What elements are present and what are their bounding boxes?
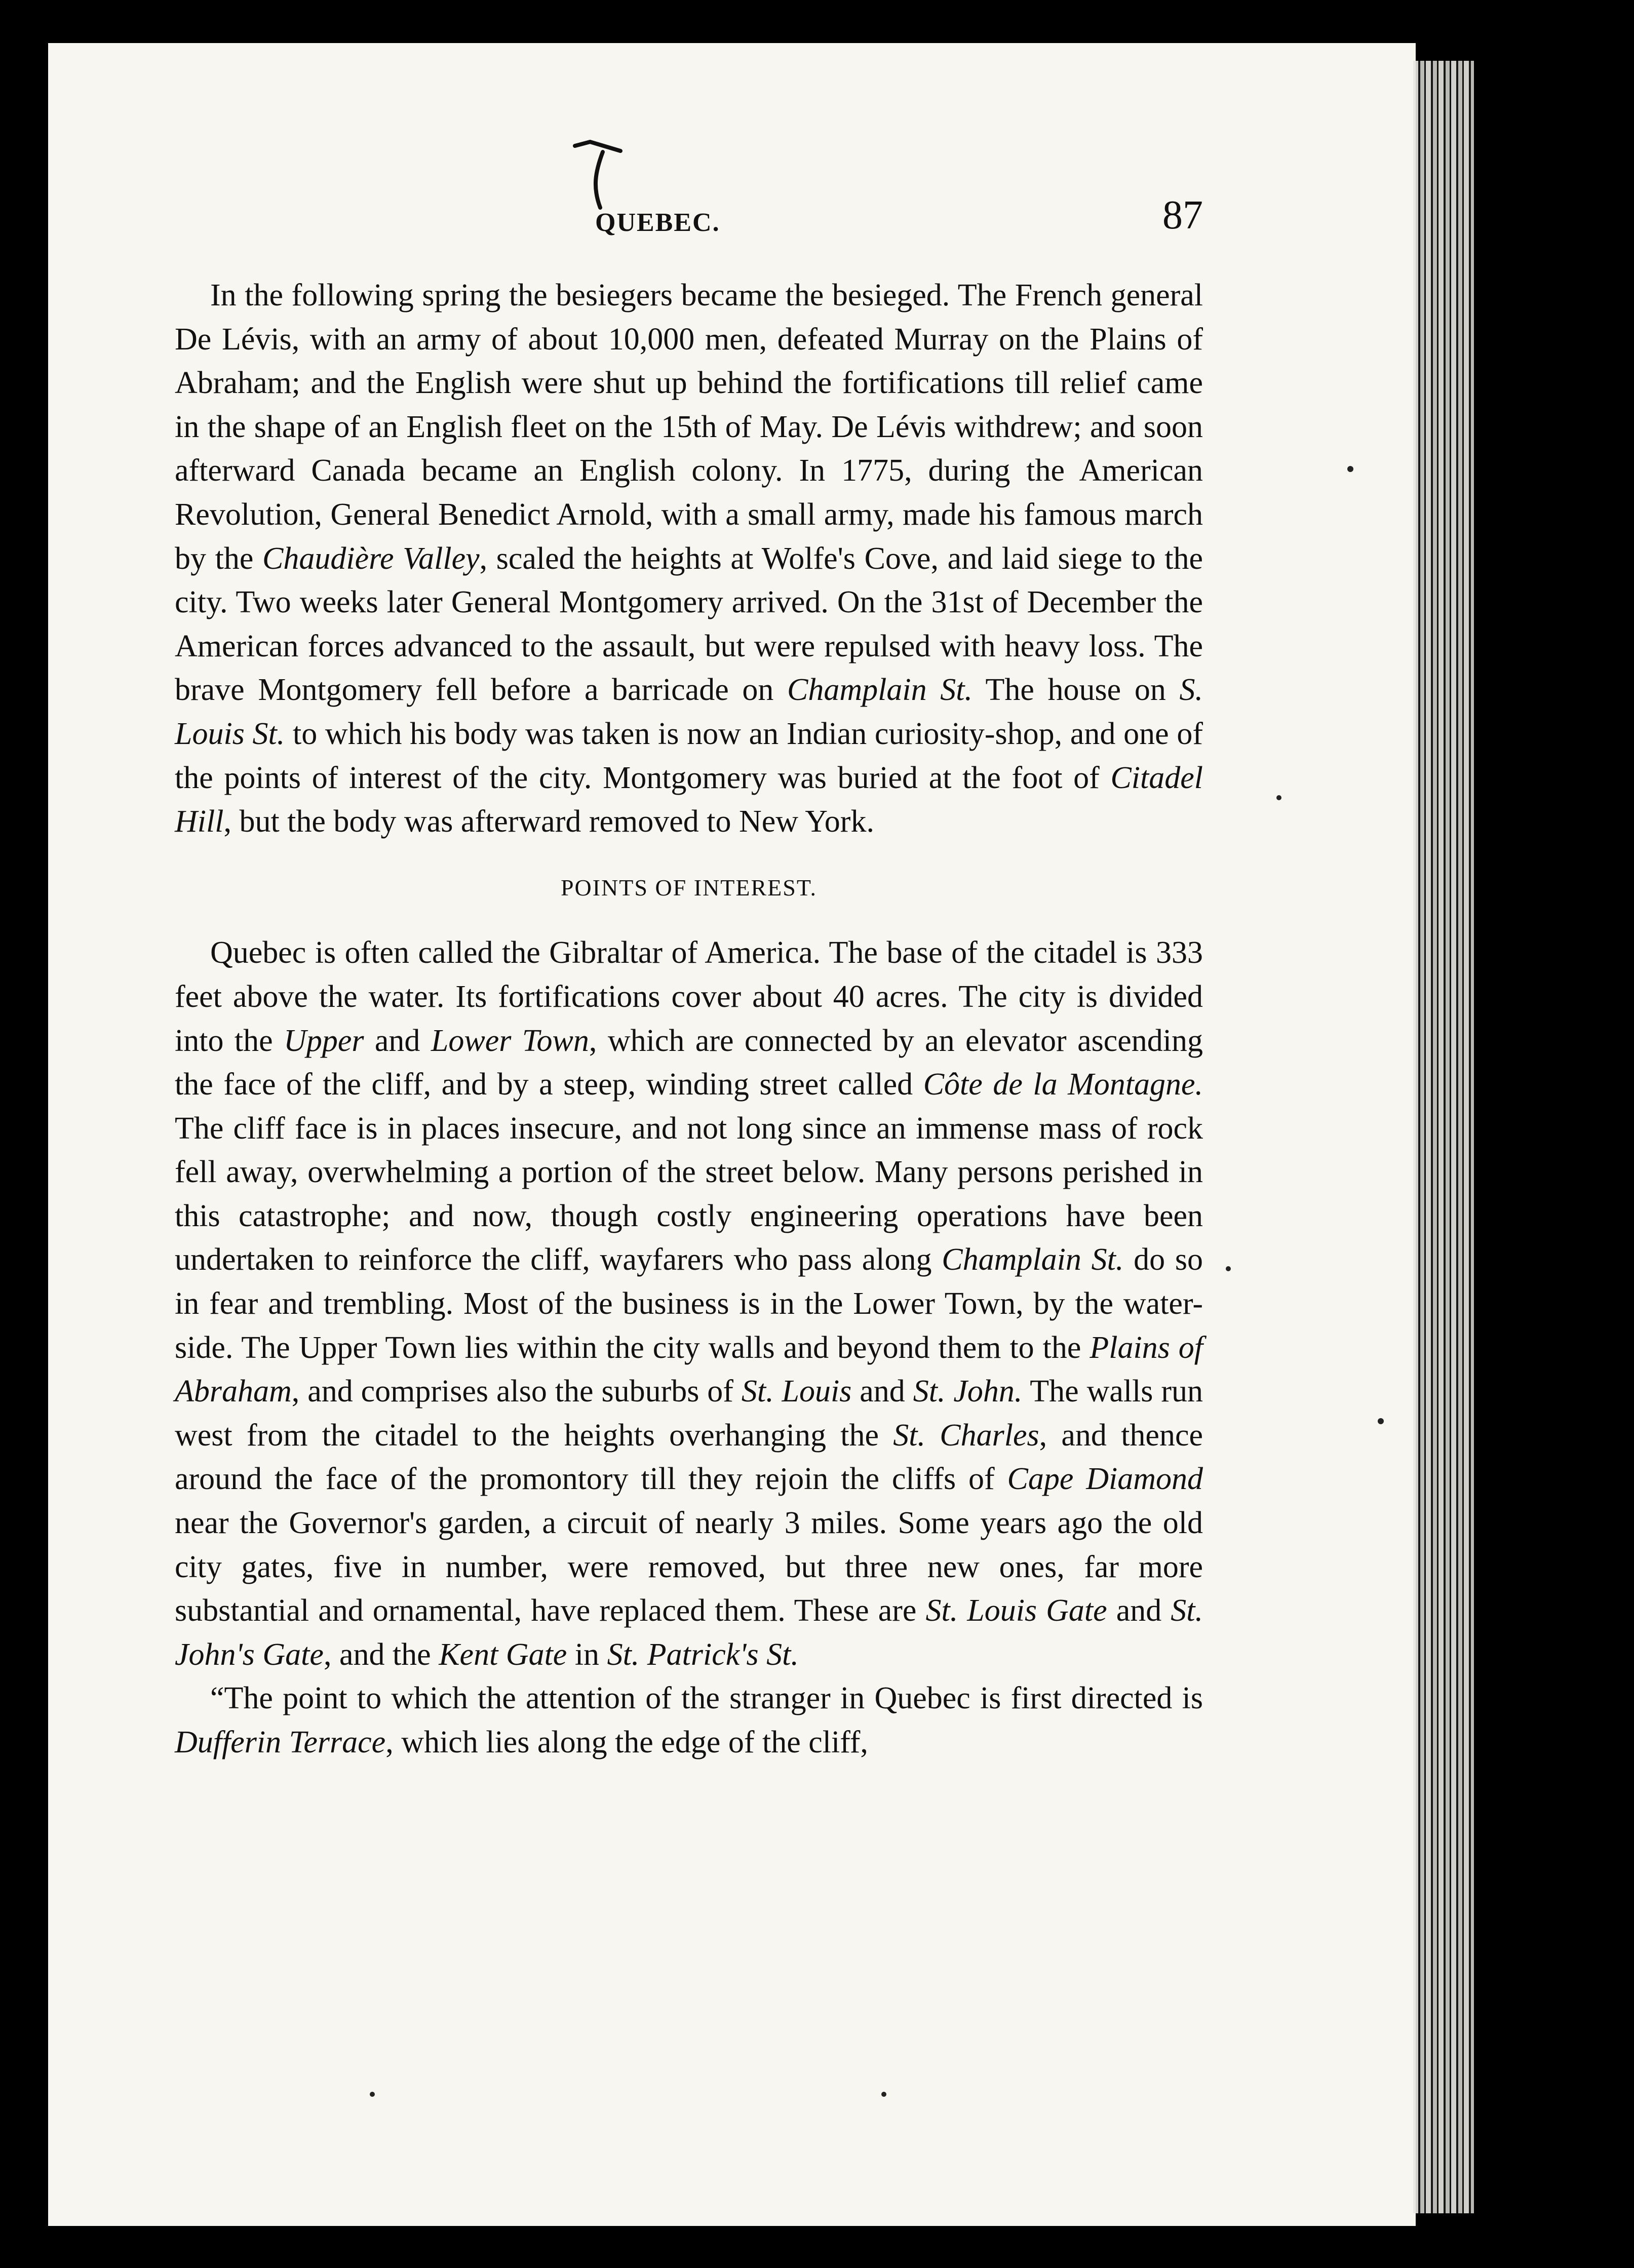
italic-run: S. Louis St. xyxy=(175,673,1203,751)
italic-run: Plains of Abraham xyxy=(175,1330,1203,1409)
italic-run: Lower Town xyxy=(431,1023,589,1058)
text-run: in xyxy=(567,1637,607,1672)
text-run: , but the body was afterward removed to New York. xyxy=(223,804,874,839)
text-run: , scaled the heights at Wolfe's Cove, and laid siege to the city. Two weeks later General Montgomery arrived. On the 31st of December the American forces advanced to the assault, but were repulsed with heavy loss. The brave Montgomery fell before a barricade on xyxy=(175,541,1203,708)
text-run: The walls run west from the citadel to the heights overhanging the xyxy=(175,1374,1203,1453)
paragraph-dufferin-terrace xyxy=(175,1676,1203,1764)
italic-run: St. John. xyxy=(913,1374,1023,1409)
italic-run: Upper xyxy=(284,1023,364,1058)
scan-speck xyxy=(1378,1418,1384,1424)
scan-speck xyxy=(1276,795,1281,800)
section-heading: POINTS OF INTEREST. xyxy=(560,874,818,901)
italic-run: Kent Gate xyxy=(439,1637,567,1672)
running-title: QUEBEC. xyxy=(595,208,720,237)
italic-run: St. Patrick's St. xyxy=(607,1637,799,1672)
text-run: , which lies along the edge of the cliff, xyxy=(385,1725,868,1759)
page-body xyxy=(175,273,1203,1765)
italic-run: Champlain St. xyxy=(942,1242,1124,1277)
page-number: 87 xyxy=(1162,193,1203,238)
text-run: , and comprises also the suburbs of xyxy=(291,1374,742,1409)
text-run: The cliff face is in places insecure, and not long since an immense mass of rock fell away, overwhelming a portion of the street below. Many persons perished in this catastrophe; and now, though costly engineering operations have been undertaken to reinforce the cliff, wayfarers who pass along xyxy=(175,1111,1203,1277)
italic-run: Chaudière Valley xyxy=(262,541,480,576)
text-run: The house on xyxy=(972,673,1180,708)
text-run: and xyxy=(1107,1593,1171,1628)
italic-run: Champlain St. xyxy=(787,673,972,708)
scan-speck xyxy=(881,2092,886,2097)
text-run: near the Governor's garden, a circuit of nearly 3 miles. Some years ago the old city gates, five in number, were removed, but three new ones, far more substantial and ornamental, have replaced them. These are xyxy=(175,1506,1203,1628)
text-run: , and thence around the face of the promontory till they rejoin the cliffs of xyxy=(175,1418,1203,1497)
text-run: do so in fear and trembling. Most of the business is in the Lower Town, by the water-side. The Upper Town lies within the city walls and beyond them to the xyxy=(175,1242,1203,1365)
paragraph-history xyxy=(175,273,1203,844)
scan-speck xyxy=(370,2092,375,2097)
italic-run: Côte de la Montagne. xyxy=(923,1067,1203,1102)
text-run: and xyxy=(364,1023,431,1058)
text-run: , which are connected by an elevator ascending the face of the cliff, and by a steep, winding street called xyxy=(175,1023,1203,1102)
text-run: , and the xyxy=(323,1637,439,1672)
scan-speck xyxy=(1347,466,1353,472)
scan-speck xyxy=(1226,1266,1231,1271)
paragraph-points-of-interest xyxy=(175,931,1203,1676)
text-run: Quebec is often called the Gibraltar of America. The base of the citadel is 333 feet above the water. Its fortifications cover about 40 acres. The city is divided into the xyxy=(175,935,1203,1058)
italic-run: Dufferin Terrace xyxy=(175,1725,386,1759)
italic-run: St. Louis xyxy=(741,1374,852,1409)
text-run: In the following spring the besiegers became the besieged. The French general De Lévis, with an army of about 10,000 men, defeated Murray on the Plains of Abraham; and the English were shut up behind the fortifications till relief came in the shape of an English fleet on the 15th of May. De Lévis withdrew; and soon afterward Canada became an English colony. In 1775, during the American Revolution, General Benedict Arnold, with a small army, made his famous march by the xyxy=(175,278,1203,576)
italic-run: St. Louis Gate xyxy=(925,1593,1107,1628)
italic-run: St. John's Gate xyxy=(175,1593,1203,1672)
italic-run: Citadel Hill xyxy=(175,760,1203,839)
text-run: and xyxy=(851,1374,913,1409)
text-run: “The point to which the attention of the stranger in Quebec is first directed is xyxy=(210,1681,1203,1716)
page-header xyxy=(175,192,1203,243)
text-run: to which his body was taken is now an Indian curiosity-shop, and one of the points of interest of the city. Montgomery was buried at the foot of xyxy=(175,716,1203,795)
page-edge-stack xyxy=(1413,61,1474,2213)
italic-run: St. Charles xyxy=(893,1418,1039,1453)
italic-run: Cape Diamond xyxy=(1007,1462,1203,1497)
